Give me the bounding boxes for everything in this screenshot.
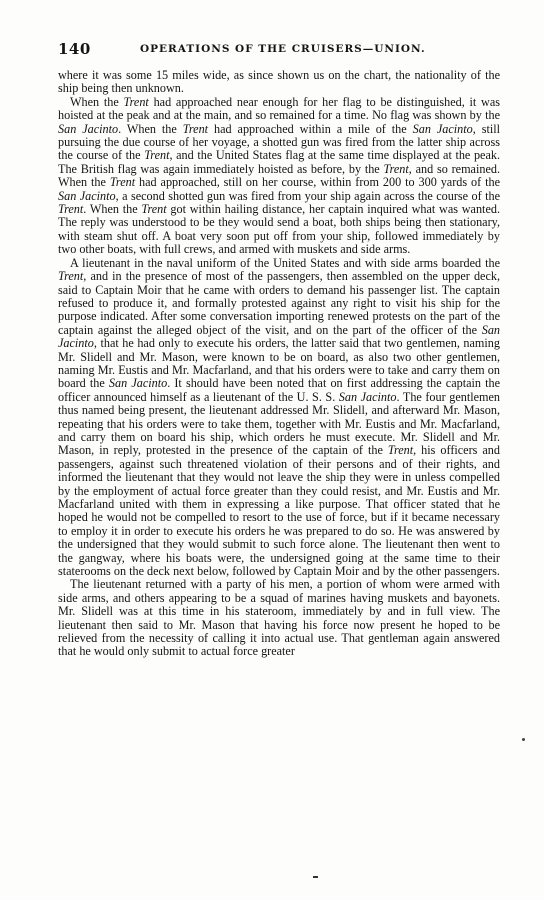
margin-ink-dot [522, 738, 525, 741]
text-run: had approached, still on her course, within from 200 to 300 yards of the [135, 175, 500, 190]
italic-ship-name: Trent [58, 269, 84, 284]
text-run: , a second shotted gun was fired from your ship again across the course of the [115, 188, 500, 203]
text-run: had approached near enough for her flag to be distinguished, it was hoisted at the peak and at the main, and so remained for a time. No flag was shown by the [58, 94, 500, 123]
italic-ship-name: Trent [383, 161, 409, 176]
italic-ship-name: San Jacinto [58, 188, 116, 203]
text-run: , and the United States flag at the same time displayed at the peak. The British flag was again immediately hoisted as before, by the [58, 148, 500, 176]
text-run: The lieutenant returned with a party of his men, a portion of whom were armed with side arms, and others appearing to be a squad of marines having muskets and bayonets. Mr. Slidell was at this time in his stateroom, immediately by and in full view. The lieutenant then said to Mr. Mason that having his force now present he hoped to be relieved from the necessity of calling it into actual use. That gentleman again answered that he would only submit to actual force greater [58, 577, 500, 659]
italic-ship-name: Trent [109, 175, 136, 190]
running-title: OPERATIONS OF THE CRUISERS—UNION. [140, 43, 426, 55]
paragraph [58, 578, 500, 658]
text-run: . When the [83, 202, 142, 217]
text-run: got within hailing distance, her captain inquired what was wanted. The reply was understood to be they would send a boat, both ships being then stationary, with steam shut off. A boat very soon put off from your ship, followed immediately by two other boats, with full crews, and armed with muskets and side arms. [58, 202, 500, 257]
italic-ship-name: Trent [58, 202, 84, 217]
text-run: . It should have been noted that on first addressing the captain the officer announced himself as a lieutenant of the U. S. S. [58, 376, 501, 404]
italic-ship-name: San Jacinto [412, 121, 473, 136]
text-run: A lieutenant in the naval uniform of the United States and with side arms boarded the [70, 255, 500, 270]
italic-ship-name: Trent [141, 202, 167, 217]
page-number: 140 [58, 40, 91, 58]
italic-ship-name: Trent [123, 94, 149, 109]
italic-ship-name: San Jacinto [58, 322, 500, 351]
text-run: . When the [118, 121, 183, 136]
paragraph [58, 69, 500, 96]
text-run: , and so remained. When the [58, 161, 500, 190]
text-run: , and in the presence of most of the passengers, then assembled on the upper deck, said to Captain Moir that he came with orders to demand his passenger list. The captain refused to produce it, and formally protested against any right to visit his ship for the purpose indicated. After some conversation importing renewed protests on the part of the captain against the alleged object of the visit, and on the part of the officer of the [58, 269, 500, 337]
body-text [58, 69, 500, 659]
stray-ink-mark [313, 876, 318, 878]
text-run: . The four gentlemen thus named being present, the lieutenant addressed Mr. Slidell, and afterward Mr. Mason, repeating that his orders were to take them, together with Mr. Eustis and Mr. Macfarland, and carry them on board his ship, which orders he must execute. Mr. Slidell and Mr. Mason, in reply, protested in the presence of the captain of the [58, 389, 500, 458]
italic-ship-name: San Jacinto [58, 121, 119, 136]
text-run: When the [70, 94, 124, 109]
paragraph [58, 96, 500, 257]
italic-ship-name: Trent [144, 148, 170, 163]
italic-ship-name: Trent [182, 121, 209, 136]
italic-ship-name: San Jacinto [108, 376, 168, 391]
text-run: , that he had only to execute his orders, the latter said that two gentlemen, naming Mr. Slidell and Mr. Mason, were known to be on board, as also two other gentlemen, naming Mr. Eustis and Mr. Macfarland, and that his orders were to take and carry them on board the [58, 336, 500, 391]
italic-ship-name: Trent [387, 443, 414, 458]
text-run: , still pursuing the due course of her voyage, a shotted gun was fired from the latter ship across the course of the [58, 121, 501, 163]
text-run: had approached within a mile of the [208, 121, 413, 136]
running-head [58, 40, 500, 60]
paragraph [58, 257, 500, 579]
italic-ship-name: San Jacinto [338, 389, 397, 404]
text-run: where it was some 15 miles wide, as since shown us on the chart, the nationality of the ship being then unknown. [58, 68, 500, 96]
text-run: , his officers and passengers, against such threatened violation of their persons and of their rights, and informed the lieutenant that they would not leave the ship they were in unless compelled by the employment of actual force greater than they could resist, and Mr. Eustis and Mr. Macfarland united with them in expressing a like purpose. That officer stated that he hoped he would not be compelled to resort to the use of force, but if it became necessary to employ it in order to execute his orders he was prepared to do so. He was answered by the undersigned that they would submit to such force alone. The lieutenant then went to the gangway, where his boats were, the undersigned going at the same time to their staterooms on the deck next below, followed by Captain Moir and by the other passengers. [58, 443, 500, 579]
